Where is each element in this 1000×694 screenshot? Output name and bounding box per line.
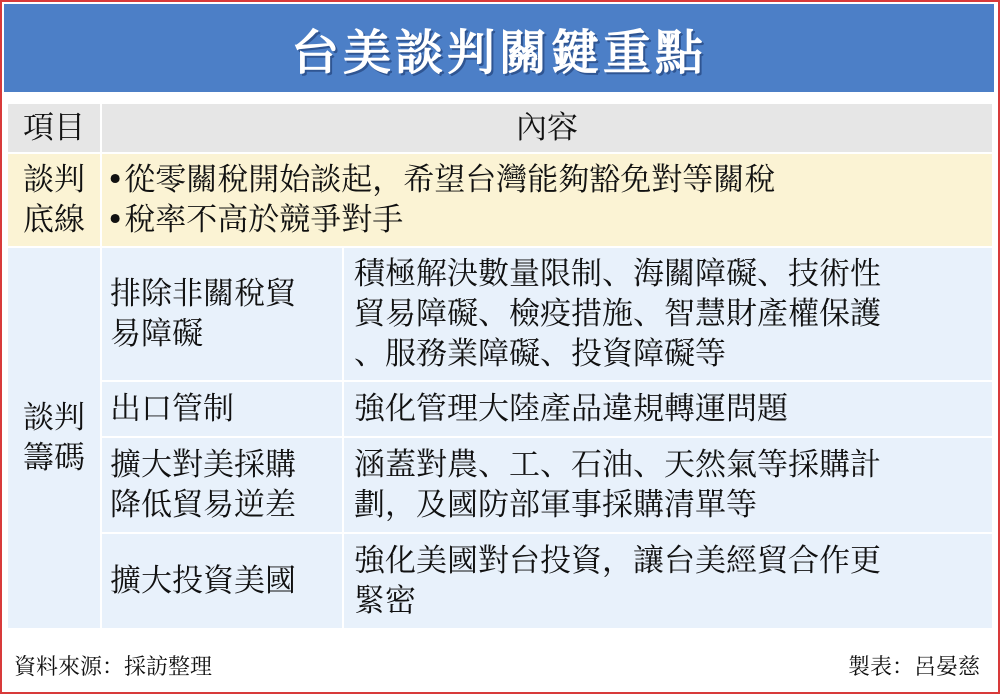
page-title: 台美談判關鍵重點 <box>290 24 707 81</box>
chip-content-line: 涵蓋對農、工、石油、天然氣等採購計 <box>354 447 881 483</box>
title-bar <box>4 4 994 92</box>
chip-item <box>101 437 343 533</box>
chips-label-line1: 談判 <box>23 400 85 436</box>
chip-content <box>343 381 993 437</box>
baseline-label-line1: 談判 <box>23 162 85 198</box>
credit-note: 製表：呂晏慈 <box>847 655 980 680</box>
chip-item <box>101 381 343 437</box>
chip-item <box>101 247 343 381</box>
chip-item <box>101 533 343 629</box>
chips-row <box>7 381 993 437</box>
header-content: 內容 <box>101 103 993 153</box>
chip-item-line: 排除非關稅貿 <box>110 276 296 312</box>
baseline-bullet: •從零關稅開始談起，希望台灣能夠豁免對等關稅 <box>106 162 776 198</box>
baseline-bullet: •稅率不高於競爭對手 <box>106 202 404 238</box>
header-item: 項目 <box>7 103 101 153</box>
chip-content <box>343 533 993 629</box>
chip-content-line: 、服務業障礙、投資障礙等 <box>354 336 726 372</box>
source-note: 資料來源：採訪整理 <box>14 655 213 680</box>
header-row <box>7 103 993 153</box>
chip-item-line: 易障礙 <box>110 316 203 352</box>
chip-item-line: 出口管制 <box>110 391 234 427</box>
chip-content-line: 強化美國對台投資，讓台美經貿合作更 <box>354 543 881 579</box>
chips-row <box>7 437 993 533</box>
baseline-row <box>7 153 993 247</box>
chips-row <box>7 247 993 381</box>
chip-item-line: 降低貿易逆差 <box>110 487 296 523</box>
chip-content-line: 緊密 <box>354 583 416 619</box>
chips-label <box>7 247 101 629</box>
chip-content-line: 強化管理大陸產品違規轉運問題 <box>354 391 788 427</box>
chips-row <box>7 533 993 629</box>
chips-label-line2: 籌碼 <box>23 440 85 476</box>
chip-item-line: 擴大對美採購 <box>110 447 296 483</box>
baseline-label-line2: 底線 <box>23 202 85 238</box>
chip-content-line: 積極解決數量限制、海關障礙、技術性 <box>354 256 881 292</box>
key-points-table <box>6 102 994 630</box>
baseline-label <box>7 153 101 247</box>
chip-content-line: 劃，及國防部軍事採購清單等 <box>354 487 757 523</box>
chip-content <box>343 437 993 533</box>
chip-item-line: 擴大投資美國 <box>110 563 296 599</box>
chip-content <box>343 247 993 381</box>
baseline-content <box>101 153 993 247</box>
chip-content-line: 貿易障礙、檢疫措施、智慧財產權保護 <box>354 296 881 332</box>
